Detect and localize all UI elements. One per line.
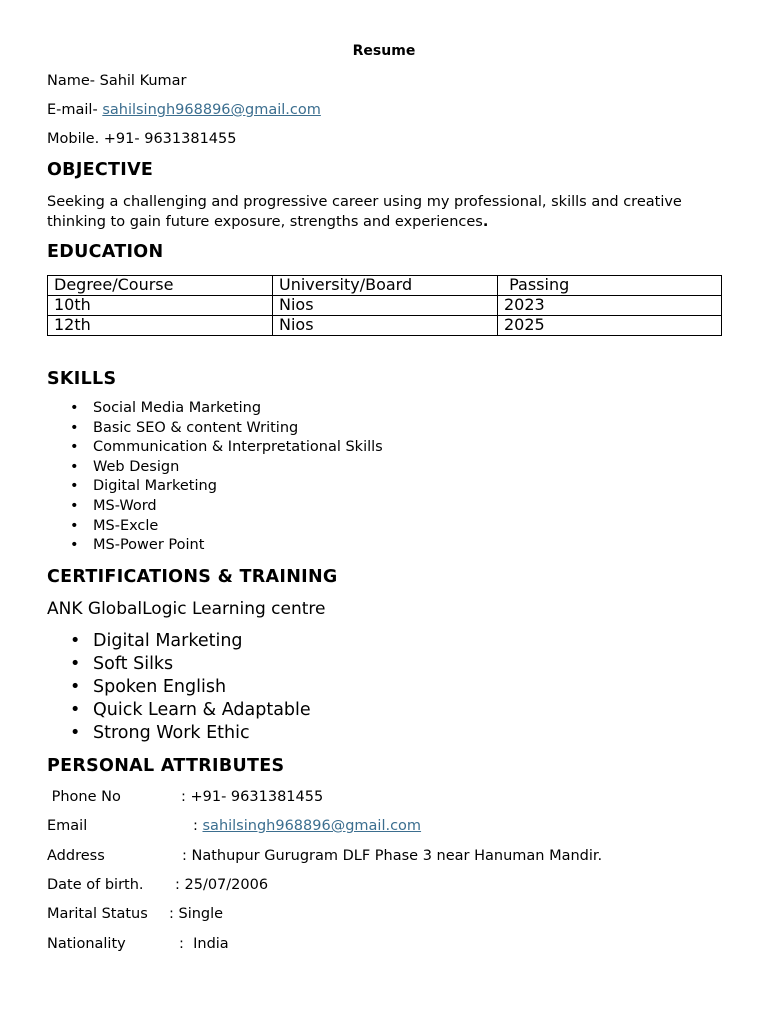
list-item: [47, 722, 311, 745]
table-header-row: [48, 276, 722, 296]
email-value-line: [193, 818, 421, 834]
column-header: Degree/Course: [48, 276, 273, 296]
education-heading: EDUCATION: [47, 242, 164, 262]
personal-heading: PERSONAL ATTRIBUTES: [47, 756, 285, 776]
table-cell: Nios: [273, 316, 498, 336]
cert-label: Soft Silks: [93, 654, 174, 674]
marital-value: : Single: [169, 906, 224, 922]
list-item: [47, 497, 383, 517]
table-cell: 10th: [48, 296, 273, 316]
skill-label: MS-Power Point: [93, 537, 205, 554]
certifications-heading: CERTIFICATIONS & TRAINING: [47, 567, 338, 587]
list-item: [47, 438, 383, 458]
list-item: [47, 399, 383, 419]
address-label: Address: [47, 848, 105, 864]
list-item: [47, 517, 383, 537]
email-link-personal[interactable]: sahilsingh968896@gmail.com: [202, 818, 422, 834]
table-cell: Nios: [273, 296, 498, 316]
list-item: [47, 536, 383, 556]
email-label-personal: Email: [47, 818, 88, 834]
cert-label: Spoken English: [93, 677, 227, 697]
skill-label: MS-Excle: [93, 517, 159, 534]
table-row: [48, 296, 722, 316]
table-cell: 2025: [498, 316, 722, 336]
objective-end: .: [482, 214, 489, 230]
education-table: [47, 275, 722, 336]
email-link[interactable]: sahilsingh968896@gmail.com: [102, 102, 321, 118]
email-label: E-mail-: [47, 102, 103, 118]
dob-value: : 25/07/2006: [175, 877, 269, 893]
list-item: [47, 477, 383, 497]
list-item: [47, 458, 383, 478]
email-line: [47, 102, 321, 118]
skills-heading: SKILLS: [47, 369, 117, 389]
marital-label: Marital Status: [47, 906, 148, 922]
phone-label: Phone No: [47, 789, 121, 805]
skill-label: MS-Word: [93, 497, 157, 514]
nationality-value: : India: [179, 936, 229, 952]
cert-label: Quick Learn & Adaptable: [93, 700, 311, 720]
phone-value: : +91- 9631381455: [181, 789, 324, 805]
email-separator: :: [193, 818, 203, 834]
dob-label: Date of birth.: [47, 877, 144, 893]
skill-label: Communication & Interpretational Skills: [93, 439, 383, 456]
bullet-icon: •: [70, 478, 79, 495]
bullet-icon: •: [70, 700, 81, 720]
objective-text: [47, 192, 697, 232]
bullet-icon: •: [70, 400, 79, 416]
bullet-icon: •: [70, 723, 81, 743]
address-value: : Nathupur Gurugram DLF Phase 3 near Hanuman Mandir.: [182, 848, 603, 864]
certifications-list: [47, 630, 311, 745]
skill-label: Digital Marketing: [93, 478, 217, 495]
bullet-icon: •: [70, 497, 79, 514]
table-cell: 2023: [498, 296, 722, 316]
institute-name: ANK GlobalLogic Learning centre: [47, 599, 326, 619]
skill-label: Social Media Marketing: [93, 400, 262, 416]
bullet-icon: •: [70, 537, 79, 554]
bullet-icon: •: [70, 419, 79, 436]
mobile-line: Mobile. +91- 9631381455: [47, 131, 237, 147]
list-item: [47, 653, 311, 676]
table-row: [48, 316, 722, 336]
skill-label: Basic SEO & content Writing: [93, 419, 299, 436]
list-item: [47, 676, 311, 699]
list-item: [47, 699, 311, 722]
bullet-icon: •: [70, 654, 81, 674]
page-title: Resume: [352, 43, 416, 59]
column-header: Passing: [498, 276, 722, 296]
nationality-label: Nationality: [47, 936, 126, 952]
list-item: [47, 630, 311, 653]
cert-label: Digital Marketing: [93, 631, 243, 651]
list-item: [47, 419, 383, 439]
column-header: University/Board: [273, 276, 498, 296]
skills-list: [47, 399, 383, 556]
bullet-icon: •: [70, 677, 81, 697]
bullet-icon: •: [70, 439, 79, 456]
bullet-icon: •: [70, 631, 81, 651]
table-cell: 12th: [48, 316, 273, 336]
objective-body: Seeking a challenging and progressive career using my professional, skills and creative thinking to gain future exposure, strengths and experiences: [47, 194, 682, 230]
bullet-icon: •: [70, 517, 79, 534]
cert-label: Strong Work Ethic: [93, 723, 250, 743]
skill-label: Web Design: [93, 458, 180, 475]
bullet-icon: •: [70, 458, 79, 475]
name-line: Name- Sahil Kumar: [47, 73, 187, 89]
objective-heading: OBJECTIVE: [47, 160, 154, 180]
